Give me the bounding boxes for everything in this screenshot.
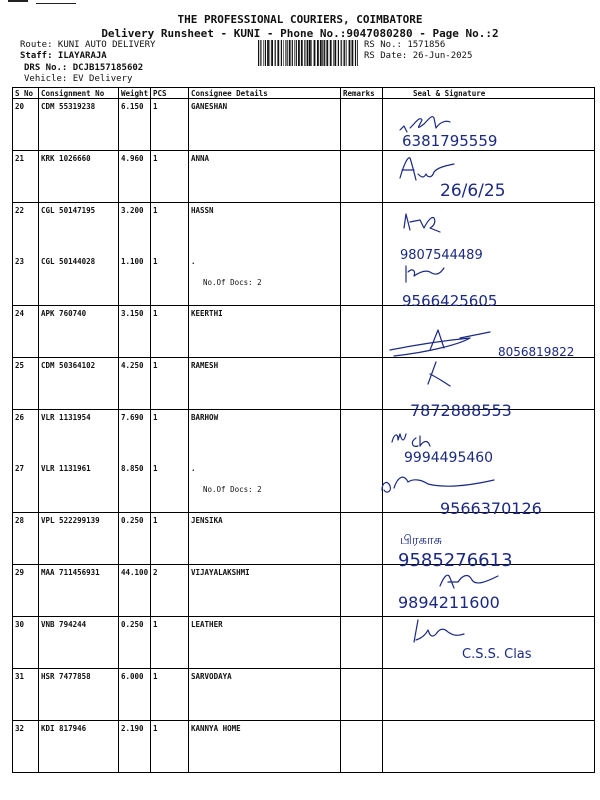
scan-mark xyxy=(0,0,80,6)
svg-text:9894211600: 9894211600 xyxy=(398,593,500,612)
consignment-value: KRK 1026660 xyxy=(41,154,91,163)
pcs-value: 1 xyxy=(153,361,158,370)
cell-consignee xyxy=(189,358,341,410)
col-consignee: Consignee Details xyxy=(189,88,341,99)
consignment-value: VNB 794244 xyxy=(41,620,87,629)
cell-consignee xyxy=(189,565,341,617)
consignee-value: BARHOW xyxy=(191,413,219,422)
rs-number: RS No.: 1571856 xyxy=(364,40,446,50)
cell-consignee xyxy=(189,513,341,565)
consignment-value: CDM 50364102 xyxy=(41,361,96,370)
cell-sno xyxy=(13,669,39,721)
cell-pcs xyxy=(151,669,189,721)
svg-text:26/6/25: 26/6/25 xyxy=(440,181,506,201)
cell-sno xyxy=(13,306,39,358)
cell-remarks xyxy=(341,617,383,669)
weight-value: 1.100 xyxy=(121,257,144,266)
cell-consignment xyxy=(39,410,119,462)
cell-consignee xyxy=(189,99,341,151)
sno-value: 20 xyxy=(15,102,25,111)
cell-consignee xyxy=(189,203,341,255)
cell-consignee xyxy=(189,306,341,358)
weight-value: 6.150 xyxy=(121,102,144,111)
cell-remarks xyxy=(341,254,383,306)
pcs-value: 1 xyxy=(153,672,158,681)
cell-consignee xyxy=(189,669,341,721)
cell-remarks xyxy=(341,358,383,410)
cell-weight xyxy=(119,721,151,773)
cell-sno xyxy=(13,358,39,410)
docs-count: No.Of Docs: 2 xyxy=(203,485,262,494)
cell-weight xyxy=(119,410,151,462)
consignment-value: CDM 55319238 xyxy=(41,102,96,111)
cell-consignment xyxy=(39,461,119,513)
pcs-value: 1 xyxy=(153,413,158,422)
cell-consignment xyxy=(39,306,119,358)
cell-weight xyxy=(119,617,151,669)
cell-consignment xyxy=(39,617,119,669)
svg-text:9994495460: 9994495460 xyxy=(404,450,494,466)
cell-weight xyxy=(119,358,151,410)
cell-consignment xyxy=(39,513,119,565)
consignment-value: CGL 50147195 xyxy=(41,206,96,215)
cell-remarks xyxy=(341,513,383,565)
svg-text:C.S.S. Clas: C.S.S. Clas xyxy=(462,647,532,662)
vehicle-label: Vehicle: EV Delivery xyxy=(24,74,133,84)
sno-value: 21 xyxy=(15,154,25,163)
table-header xyxy=(13,88,595,99)
svg-text:பிரகாசு: பிரகாசு xyxy=(400,533,443,548)
svg-text:9566370126: 9566370126 xyxy=(440,499,542,518)
route-label: Route: KUNI AUTO DELIVERY xyxy=(20,40,156,50)
cell-pcs xyxy=(151,254,189,306)
cell-weight xyxy=(119,669,151,721)
company-title: THE PROFESSIONAL COURIERS, COIMBATORE xyxy=(177,13,423,26)
cell-pcs xyxy=(151,358,189,410)
col-remarks: Remarks xyxy=(341,88,383,99)
cell-weight xyxy=(119,513,151,565)
cell-remarks xyxy=(341,306,383,358)
cell-consignment xyxy=(39,721,119,773)
consignment-value: HSR 7477858 xyxy=(41,672,91,681)
sno-value: 32 xyxy=(15,724,25,733)
cell-weight xyxy=(119,306,151,358)
pcs-value: 1 xyxy=(153,102,158,111)
sno-value: 29 xyxy=(15,568,25,577)
consignment-value: VLR 1131961 xyxy=(41,464,91,473)
pcs-value: 1 xyxy=(153,516,158,525)
weight-value: 4.960 xyxy=(121,154,144,163)
cell-remarks xyxy=(341,151,383,203)
cell-consignment xyxy=(39,99,119,151)
consignment-value: CGL 50144028 xyxy=(41,257,96,266)
cell-consignment xyxy=(39,254,119,306)
pcs-value: 1 xyxy=(153,309,158,318)
cell-remarks xyxy=(341,721,383,773)
cell-pcs xyxy=(151,617,189,669)
col-weight: Weight xyxy=(119,88,151,99)
pcs-value: 1 xyxy=(153,154,158,163)
sno-value: 30 xyxy=(15,620,25,629)
cell-pcs xyxy=(151,203,189,255)
cell-sno xyxy=(13,461,39,513)
cell-pcs xyxy=(151,99,189,151)
weight-value: 2.190 xyxy=(121,724,144,733)
pcs-value: 1 xyxy=(153,464,158,473)
cell-sno xyxy=(13,254,39,306)
cell-remarks xyxy=(341,565,383,617)
sno-value: 25 xyxy=(15,361,25,370)
cell-pcs xyxy=(151,151,189,203)
consignee-value: . xyxy=(191,464,196,473)
cell-sno xyxy=(13,617,39,669)
col-signature: Seal & Signature xyxy=(383,88,595,99)
pcs-value: 1 xyxy=(153,620,158,629)
weight-value: 3.200 xyxy=(121,206,144,215)
signature-29 xyxy=(380,466,600,516)
signature-31 xyxy=(380,560,600,610)
consignee-value: KANNYA HOME xyxy=(191,724,241,733)
docs-count: No.Of Docs: 2 xyxy=(203,278,262,287)
pcs-value: 2 xyxy=(153,568,158,577)
cell-sno xyxy=(13,203,39,255)
svg-text:7872888553: 7872888553 xyxy=(410,401,512,420)
consignee-value: JENSIKA xyxy=(191,516,223,525)
rs-date: RS Date: 26-Jun-2025 xyxy=(364,51,473,61)
cell-sno xyxy=(13,513,39,565)
weight-value: 8.850 xyxy=(121,464,144,473)
cell-remarks xyxy=(341,410,383,462)
cell-consignment xyxy=(39,203,119,255)
cell-sno xyxy=(13,410,39,462)
barcode xyxy=(258,40,358,66)
signature-20 xyxy=(380,100,600,150)
sno-value: 22 xyxy=(15,206,25,215)
signature-32 xyxy=(380,612,600,662)
cell-consignee xyxy=(189,617,341,669)
consignment-value: APK 760740 xyxy=(41,309,87,318)
sno-value: 28 xyxy=(15,516,25,525)
consignee-value: HASSN xyxy=(191,206,214,215)
cell-weight xyxy=(119,203,151,255)
weight-value: 0.250 xyxy=(121,516,144,525)
table-row xyxy=(13,721,595,773)
cell-pcs xyxy=(151,306,189,358)
consignee-value: KEERTHI xyxy=(191,309,223,318)
sno-value: 27 xyxy=(15,464,25,473)
cell-consignment xyxy=(39,151,119,203)
consignment-value: MAA 711456931 xyxy=(41,568,100,577)
cell-sno xyxy=(13,151,39,203)
weight-value: 3.150 xyxy=(121,309,144,318)
svg-text:9566425605: 9566425605 xyxy=(402,292,498,310)
cell-signature xyxy=(383,721,595,773)
cell-pcs xyxy=(151,721,189,773)
cell-weight xyxy=(119,254,151,306)
consignee-value: ANNA xyxy=(191,154,210,163)
svg-text:8056819822: 8056819822 xyxy=(498,345,575,359)
weight-value: 44.100 xyxy=(121,568,149,577)
signature-28 xyxy=(380,420,600,470)
svg-text:9807544489: 9807544489 xyxy=(400,248,483,263)
svg-text:6381795559: 6381795559 xyxy=(402,132,498,150)
runsheet-subtitle: Delivery Runsheet - KUNI - Phone No.:9047080280 - Page No.:2 xyxy=(101,27,499,40)
drs-number: DRS No.: DCJB157185602 xyxy=(24,63,144,73)
cell-signature xyxy=(383,669,595,721)
cell-consignment xyxy=(39,669,119,721)
cell-remarks xyxy=(341,203,383,255)
col-pcs: PCS xyxy=(151,88,189,99)
cell-remarks xyxy=(341,99,383,151)
cell-remarks xyxy=(341,461,383,513)
cell-sno xyxy=(13,99,39,151)
cell-weight xyxy=(119,151,151,203)
consignment-value: VPL 522299139 xyxy=(41,516,100,525)
sno-value: 26 xyxy=(15,413,25,422)
svg-text:9585276613: 9585276613 xyxy=(398,550,513,571)
cell-consignee xyxy=(189,461,341,513)
consignee-value: RAMESH xyxy=(191,361,219,370)
weight-value: 7.690 xyxy=(121,413,144,422)
cell-sno xyxy=(13,721,39,773)
signature-21 xyxy=(380,148,600,201)
cell-consignee xyxy=(189,151,341,203)
cell-sno xyxy=(13,565,39,617)
cell-pcs xyxy=(151,410,189,462)
table-row xyxy=(13,669,595,721)
consignee-value: VIJAYALAKSHMI xyxy=(191,568,250,577)
consignment-value: VLR 1131954 xyxy=(41,413,91,422)
cell-remarks xyxy=(341,669,383,721)
staff-label: Staff: ILAYARAJA xyxy=(20,51,107,61)
consignee-value: GANESHAN xyxy=(191,102,228,111)
weight-value: 4.250 xyxy=(121,361,144,370)
consignee-value: SARVODAYA xyxy=(191,672,232,681)
consignment-value: KDI 817946 xyxy=(41,724,87,733)
cell-consignee xyxy=(189,254,341,306)
consignee-value: LEATHER xyxy=(191,620,223,629)
sno-value: 23 xyxy=(15,257,25,266)
signature-24 xyxy=(380,258,600,308)
weight-value: 0.250 xyxy=(121,620,144,629)
col-consignment: Consignment No xyxy=(39,88,119,99)
pcs-value: 1 xyxy=(153,257,158,266)
cell-consignment xyxy=(39,565,119,617)
consignee-value: . xyxy=(191,257,196,266)
cell-weight xyxy=(119,565,151,617)
cell-pcs xyxy=(151,565,189,617)
col-sno: S No xyxy=(13,88,39,99)
cell-consignment xyxy=(39,358,119,410)
pcs-value: 1 xyxy=(153,206,158,215)
sno-value: 24 xyxy=(15,309,25,318)
cell-consignee xyxy=(189,410,341,462)
cell-weight xyxy=(119,99,151,151)
cell-pcs xyxy=(151,461,189,513)
cell-weight xyxy=(119,461,151,513)
cell-pcs xyxy=(151,513,189,565)
pcs-value: 1 xyxy=(153,724,158,733)
sno-value: 31 xyxy=(15,672,25,681)
cell-consignee xyxy=(189,721,341,773)
weight-value: 6.000 xyxy=(121,672,144,681)
